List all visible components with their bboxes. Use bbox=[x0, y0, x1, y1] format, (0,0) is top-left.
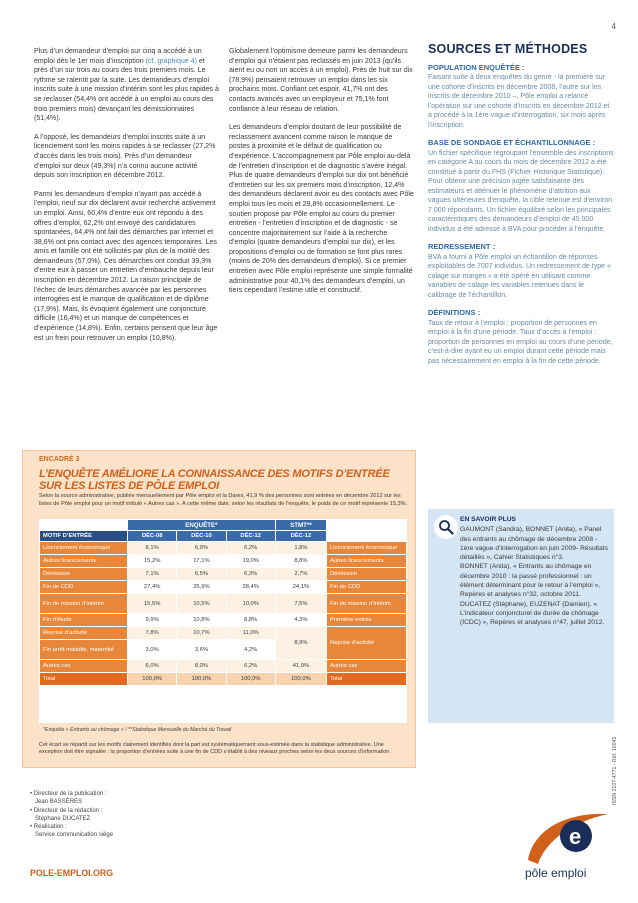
svg-text:e: e bbox=[569, 824, 582, 849]
footer-url-link[interactable]: POLE-EMPLOI.ORG bbox=[30, 868, 114, 878]
blank-cell bbox=[327, 531, 407, 542]
reference: GAUMONT (Sandra), BONNET (Anita), « Panel des entrants au chômage de décembre 2008 - 1ère vague d’interrogation en juin 2009- Résultats détaillés », Cahier Statistiques n°3. bbox=[460, 526, 608, 562]
table-row: Fin de mission d’intérim 15,5% 10,5% 10,0% 7,5% Fin de mission d’intérim bbox=[40, 594, 407, 614]
table-row-total: Total 100,0% 100,0% 100,0% 100,0% Total bbox=[40, 673, 407, 686]
table-row: Autres licenciements 15,2% 17,1% 19,0% 8,8% Autres licenciements bbox=[40, 555, 407, 568]
table-row: Démission 7,1% 6,5% 6,3% 2,7% Démission bbox=[40, 568, 407, 581]
sources-methods-panel bbox=[428, 42, 614, 368]
issn-wrapper bbox=[612, 705, 622, 805]
logo-text: pôle emploi bbox=[525, 866, 587, 880]
section-text: Faisant suite à deux enquêtes du genre - la première sur une cohorte d’inscrits en décembre 2008, l’autre sur les inscrits de décembre 2010 –, Pôle emploi a relancé l’opération sur une cohorte d’inscrits en décembre 2012 et a procédé à la 1ère vague d’interrogation, six mois après l’inscription. bbox=[428, 74, 610, 129]
encadre-box bbox=[22, 450, 416, 768]
section-heading: POPULATION ENQUÊTÉE : bbox=[428, 62, 525, 72]
savoir-title: EN SAVOIR PLUS bbox=[460, 516, 516, 523]
paragraph: A l’opposé, les demandeurs d’emploi inscrits suite à un licenciement sont les moins rapides à se reclasser (27,2% d’accès dans les trois mois). Près d’un demandeur d’emploi sur deux (49,3%) n’a connu aucune activité depuis son inscription en décembre 2012. bbox=[34, 133, 216, 180]
table-row: Fin de CDD 27,4% 25,9% 28,4% 24,1% Fin de CDD bbox=[40, 581, 407, 594]
column-header: DÉC-10 bbox=[177, 531, 226, 542]
magnifier-icon bbox=[434, 515, 458, 539]
column-header: DÉC-08 bbox=[128, 531, 177, 542]
encadre-title: L’ENQUÊTE AMÉLIORE LA CONNAISSANCE DES MOTIFS D’ENTRÉE SUR LES LISTES DE PÔLE EMPLOI bbox=[39, 468, 390, 492]
en-savoir-plus-box bbox=[428, 509, 614, 723]
section-text: Taux de retour à l’emploi : proportion de personnes en emploi à la fin d’une période. Taux d’accès à l’emploi : proportion de personnes en emploi au cours d’une période, c’est-à-dire ayant eu un emploi durant cette période mais pas nécessairement en emploi à la fin de cette période. bbox=[428, 319, 613, 365]
text-column-middle bbox=[229, 47, 415, 305]
blank-cell bbox=[327, 520, 407, 531]
table-row: Reprise d’activité 7,8% 10,7% 11,0% 8,9% Reprise d’activité bbox=[40, 627, 407, 640]
sources-title: SOURCES ET MÉTHODES bbox=[428, 42, 588, 56]
table-row: Autres cas 6,0% 8,0% 6,2% 41,9% Autres cas bbox=[40, 660, 407, 673]
column-header: DÉC-12 bbox=[226, 531, 275, 542]
group-header-enquete: ENQUÊTE* bbox=[128, 520, 276, 531]
encadre-intro: Selon la source administrative, publiée mensuellement par Pôle emploi et la Dares, 41,9 % des personnes sont entrées en décembre 2012 sur les listes de Pôle emploi pour un motif intitulé « Autres cas ». A cette même date, selon les résultats de l’enquête, le poids de ce motif représente 15,3%. bbox=[39, 493, 408, 507]
paragraph: Plus d’un demandeur d’emploi sur cinq a accédé à un emploi dès le 1er mois d’inscription (cf. graphique 4) et près d’un sur trois au cours des trois premiers mois. Le rythme se ralentit par la suite. Les demandeurs d’emploi inscrits suite à une mission d’intérim sont les plus rapides à se reclasser (54,4% ont accédé à un emploi au cours des trois premiers mois) devançant les démissionnaires (51,4%). bbox=[34, 48, 219, 123]
text-column-left bbox=[34, 47, 220, 352]
paragraph: Les demandeurs d’emploi doutant de leur possibilité de reclassement avancent comme raison le manque de postes à proximité et le défaut de qualification ou d’expérience. L’accompagnement par Pôle emploi au-delà de l’entretien d’inscription et de diagnostic s’avère inégal. Plus de quatre demandeurs d’emploi sur dix ont bénéficié d’entretien sur les six premiers mois d’inscription, 12,4% des demandeurs déclarent avoir eu des contacts avec Pôle emploi tous les mois et 29,8% occasionnellement. Le soutien proposé par Pôle emploi au cours du premier entretien - l’entretien d’inscription et de diagnostic - se concentre majoritairement sur l’aide à la recherche d’emploi (quatre demandeurs d’emploi sur dix), et les propositions d’emploi ou de formation se font plus rares (moins de 20% des demandeurs d’emploi). Si ce premier entretien avec Pôle emploi représente une simple formalité administrative pour 40,1% des demandeurs d’emploi, un tiers cependant l’estime utile et constructif. bbox=[229, 124, 414, 295]
table-row: Licenciement économique 8,1% 6,9% 6,2% 1,8% Licenciement économique bbox=[40, 542, 407, 555]
reference: DUCATEZ (Stéphane), EUZENAT (Damien), « L’indicateur conjoncturel de durée de chômage (ICDC) », Repères et analyses n°47, juillet 2012. bbox=[460, 600, 605, 627]
publication-credits: • Directeur de la publication : Jean BASSÈRES • Directeur de la rédaction : Stéphane DUCATEZ • Réalisation : Service communication siège bbox=[30, 791, 114, 839]
table-row: Fin arrêt maladie, maternité 3,0% 3,6% 4,2% bbox=[40, 640, 407, 660]
encadre-closing: Cet écart se répartit sur les motifs clairement identifiés dont la part est systématiquement sous-estimée dans la statistique administrative. Une exception doit être signalée : la proportion d’entrées suite à une fin de CDD s’établit à des niveaux proches selon les deux sources d’information. bbox=[39, 742, 391, 756]
reference: BONNET (Anita), « Entrants au chômage en décembre 2010 : la passé professionnel : un élément déterminant pour le retour à l’emploi », Repères et analyses n°32, octobre 2011. bbox=[460, 563, 601, 599]
section-heading: REDRESSEMENT : bbox=[428, 242, 496, 251]
motif-table bbox=[39, 519, 407, 723]
section-heading: BASE DE SONDAGE ET ÉCHANTILLONNAGE : bbox=[428, 138, 596, 147]
issn-label: ISSN 2107-4771 - Réf. 10042 bbox=[612, 736, 618, 805]
column-header-motif: MOTIF D’ENTRÉE bbox=[40, 531, 128, 542]
group-header-stmt: STMT** bbox=[275, 520, 326, 531]
page-number: 4 bbox=[611, 22, 616, 31]
encadre-label: ENCADRÉ 3 bbox=[39, 456, 80, 463]
section-heading: DÉFINITIONS : bbox=[428, 308, 481, 317]
graph-reference: (cf. graphique 4) bbox=[145, 57, 197, 65]
table-footnote: *Enquête « Entrants au chômage » / **Statistique Mensuelle du Marché du Travail bbox=[43, 727, 232, 733]
section-text: Un fichier spécifique regroupant l’ensemble des inscriptions en catégorie A au cours du mois de décembre 2012 a été constitué à partir du FHS (Fichier Historique Statistique). Pour obtenir une précision jugée satisfaisante des estimateurs et atténuer le phénomène d’attrition aux vagues ultérieures d’enquête, la cible retenue est d’environ 7 000 répondants. Un fichier équilibré selon les principales caractéristiques des demandeurs d’emploi de 45 000 individus a été adressé à BVA pour procéder à l’enquête. bbox=[428, 149, 614, 233]
section-text: BVA a fourni à Pôle emploi un échantillon de réponses exploitables de 7007 individus. Un redressement de type « calage sur marges » a été opéré en utilisant comme variables de calage les variables retenues dans le calibrage de l’échantillon. bbox=[428, 253, 611, 299]
blank-cell bbox=[40, 520, 128, 531]
paragraph: Globalement l’optimisme demeure parmi les demandeurs d’emploi qui n’étaient pas reclassés en juin 2013 (qu’ils aient eu ou non un accès à un emploi). Près de huit sur dix (78,9%) pensaient retrouver un emploi dans les six prochains mois. Confiant cet espoir, 41,7% ont des contacts avancés avec un employeur et 75,1% font confiance à leur réseau de relation. bbox=[229, 48, 413, 113]
table-row: Fin d’étude 9,9% 10,8% 8,8% 4,3% Première entrée bbox=[40, 614, 407, 627]
column-header: DÉC-12 bbox=[275, 531, 326, 542]
savoir-body bbox=[460, 515, 608, 628]
paragraph: Parmi les demandeurs d’emploi n’ayant pas accédé à l’emploi, neuf sur dix déclarent avoir recherché activement un emploi. Ainsi, 60,4% d’entre eux ont répondu à des offres d’emploi, 62,2% ont envoyé des candidatures spontanées, 64,4% ont fait des démarches par internet et 38,6% ont pris contact avec des agences temporaires. Les amis et famille ont été sollicités par plus de la moitié des demandeurs (57,0%). Ces démarches ont conduit 39,3% d’entre eux à passer un entretien d’embauche depuis leur inscription en décembre 2012. La raison principale de l’échec de leurs démarches avancée par les personnes interrogées est le manque de qualification et de diplôme (17,9%). Mais, ils évoquent également une conjoncture difficile (16,4%) et un manque de compétences et d’expérience (14,8%). Enfin, certains pensent que leur âge est un frein pour retrouver un emploi (10,8%). bbox=[34, 190, 218, 342]
